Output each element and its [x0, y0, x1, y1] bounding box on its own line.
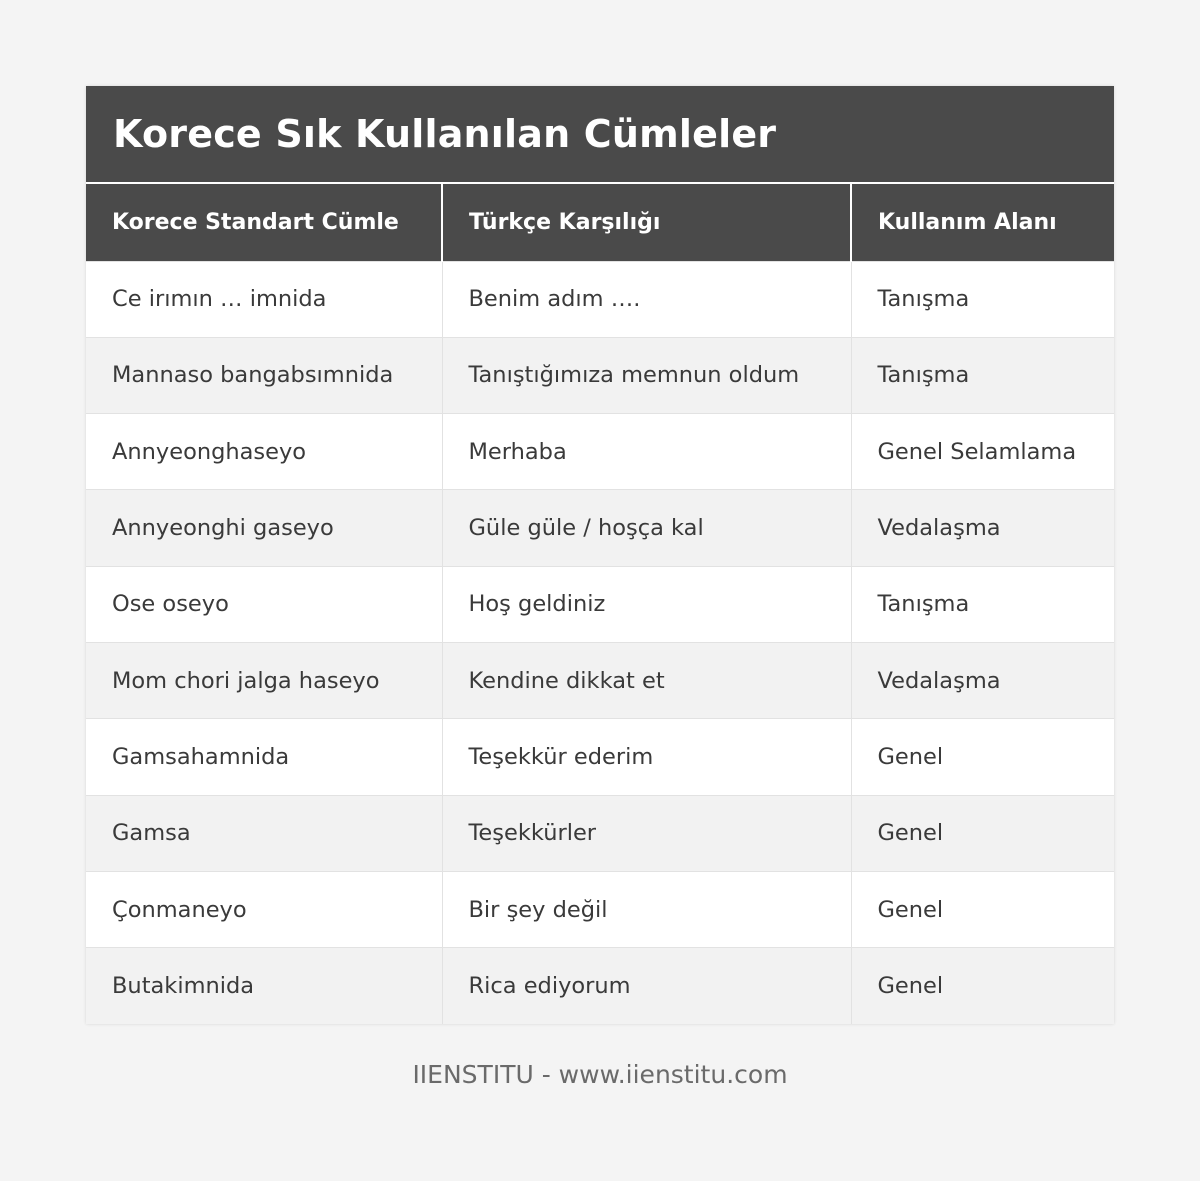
table-row [86, 719, 1114, 795]
table-row [86, 490, 1114, 566]
turkish-meaning-cell: Hoş geldiniz [442, 566, 851, 642]
footer-credit: IIENSTITU - www.iienstitu.com [412, 1060, 788, 1089]
table-row [86, 337, 1114, 413]
turkish-meaning-cell: Tanıştığımıza memnun oldum [442, 337, 851, 413]
usage-area-cell: Genel Selamlama [851, 414, 1114, 490]
turkish-meaning-cell: Güle güle / hoşça kal [442, 490, 851, 566]
usage-area-cell: Genel [851, 948, 1114, 1024]
korean-phrase-cell: Mom chori jalga haseyo [86, 642, 442, 718]
korean-phrase-cell: Çonmaneyo [86, 871, 442, 947]
korean-phrase-cell: Mannaso bangabsımnida [86, 337, 442, 413]
column-header-korean: Korece Standart Cümle [86, 183, 442, 261]
usage-area-cell: Tanışma [851, 261, 1114, 337]
phrases-card [86, 86, 1114, 1024]
column-header-usage: Kullanım Alanı [851, 183, 1114, 261]
korean-phrase-cell: Ose oseyo [86, 566, 442, 642]
usage-area-cell: Vedalaşma [851, 490, 1114, 566]
turkish-meaning-cell: Teşekkür ederim [442, 719, 851, 795]
column-header-turkish: Türkçe Karşılığı [442, 183, 851, 261]
usage-area-cell: Genel [851, 795, 1114, 871]
usage-area-cell: Vedalaşma [851, 642, 1114, 718]
usage-area-cell: Genel [851, 871, 1114, 947]
usage-area-cell: Tanışma [851, 337, 1114, 413]
korean-phrase-cell: Gamsa [86, 795, 442, 871]
korean-phrase-cell: Ce irımın … imnida [86, 261, 442, 337]
korean-phrase-cell: Annyeonghaseyo [86, 414, 442, 490]
table-row [86, 642, 1114, 718]
korean-phrase-cell: Gamsahamnida [86, 719, 442, 795]
korean-phrase-cell: Butakimnida [86, 948, 442, 1024]
table-row [86, 948, 1114, 1024]
turkish-meaning-cell: Rica ediyorum [442, 948, 851, 1024]
usage-area-cell: Tanışma [851, 566, 1114, 642]
turkish-meaning-cell: Kendine dikkat et [442, 642, 851, 718]
phrases-table [86, 182, 1114, 1024]
table-row [86, 414, 1114, 490]
usage-area-cell: Genel [851, 719, 1114, 795]
turkish-meaning-cell: Teşekkürler [442, 795, 851, 871]
turkish-meaning-cell: Benim adım …. [442, 261, 851, 337]
turkish-meaning-cell: Bir şey değil [442, 871, 851, 947]
table-row [86, 566, 1114, 642]
table-row [86, 261, 1114, 337]
table-row [86, 795, 1114, 871]
turkish-meaning-cell: Merhaba [442, 414, 851, 490]
korean-phrase-cell: Annyeonghi gaseyo [86, 490, 442, 566]
title-bar [86, 86, 1114, 182]
table-row [86, 871, 1114, 947]
table-title: Korece Sık Kullanılan Cümleler [113, 112, 777, 156]
header-row [86, 183, 1114, 261]
